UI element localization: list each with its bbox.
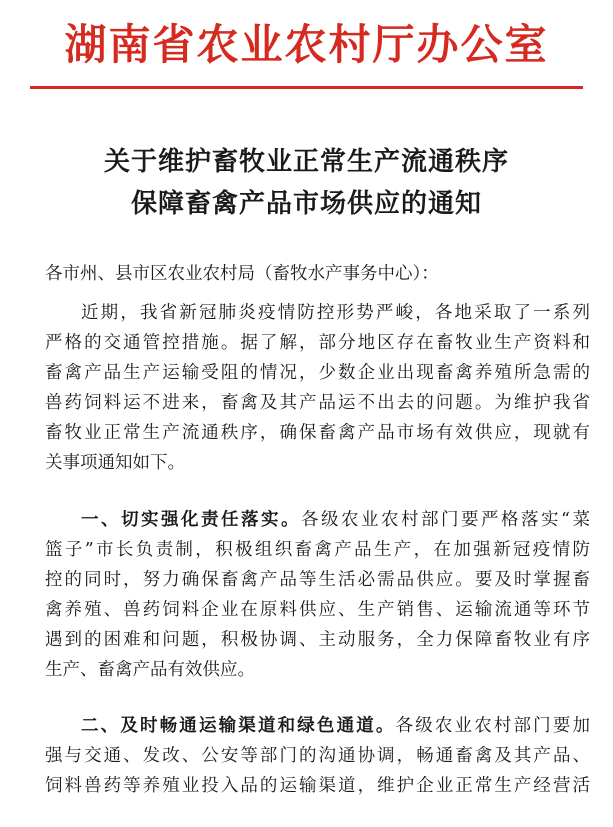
section-1-line-5: 遇到的困难和问题，积极协调、主动服务，全力保障畜牧业有序 [45,630,590,650]
intro-line-3: 畜禽产品生产运输受阻的情况，少数企业出现畜禽养殖所急需的 [45,363,590,383]
section-1-line-3: 控的同时，努力确保畜禽产品等生活必需品供应。要及时掌握畜 [45,570,590,590]
section-1-first-line-text: 各级农业农村部门要严格落实“菜 [301,510,591,530]
section-2-heading: 二、及时畅通运输渠道和绿色通道。 [81,716,396,736]
intro-line-2: 严格的交通管控措施。据了解，部分地区存在畜牧业生产资料和 [45,333,590,353]
section-1-line-4: 禽养殖、兽药饲料企业在原料供应、生产销售、运输流通等环节 [45,600,590,620]
document-title-line-2: 保障畜禽产品市场供应的通知 [130,189,482,219]
section-1-heading: 一、切实强化责任落实。 [81,510,302,530]
section-2-line-2: 强与交通、发改、公安等部门的沟通协调，畅通畜禽及其产品、 [45,746,590,766]
document-title-line-1: 关于维护畜牧业正常生产流通秩序 [103,147,509,177]
section-2-first-line [81,714,590,738]
red-divider-rule [30,86,583,89]
intro-line-5: 畜牧业正常生产流通秩序，确保畜禽产品市场有效供应，现就有 [45,423,590,443]
section-1-first-line [81,508,590,532]
section-1-line-2: 篮子”市长负责制，积极组织畜禽产品生产，在加强新冠疫情防 [45,540,590,560]
section-2-line-3: 饲料兽药等养殖业投入品的运输渠道，维护企业正常生产经营活 [45,776,590,796]
intro-line-6: 关事项通知如下。 [45,453,185,473]
addressee-line: 各市州、县市区农业农村局（畜牧水产事务中心）： [45,264,439,284]
issuing-office-header: 湖南省农业农村厅办公室 [64,20,549,69]
intro-line-1: 近期，我省新冠肺炎疫情防控形势严峻，各地采取了一系列 [81,303,590,323]
section-2-first-line-text: 各级农业农村部门要加 [395,716,591,736]
section-1-line-6: 生产、畜禽产品有效供应。 [45,660,255,680]
intro-line-4: 兽药饲料运不进来，畜禽及其产品运不出去的问题。为维护我省 [45,393,590,413]
